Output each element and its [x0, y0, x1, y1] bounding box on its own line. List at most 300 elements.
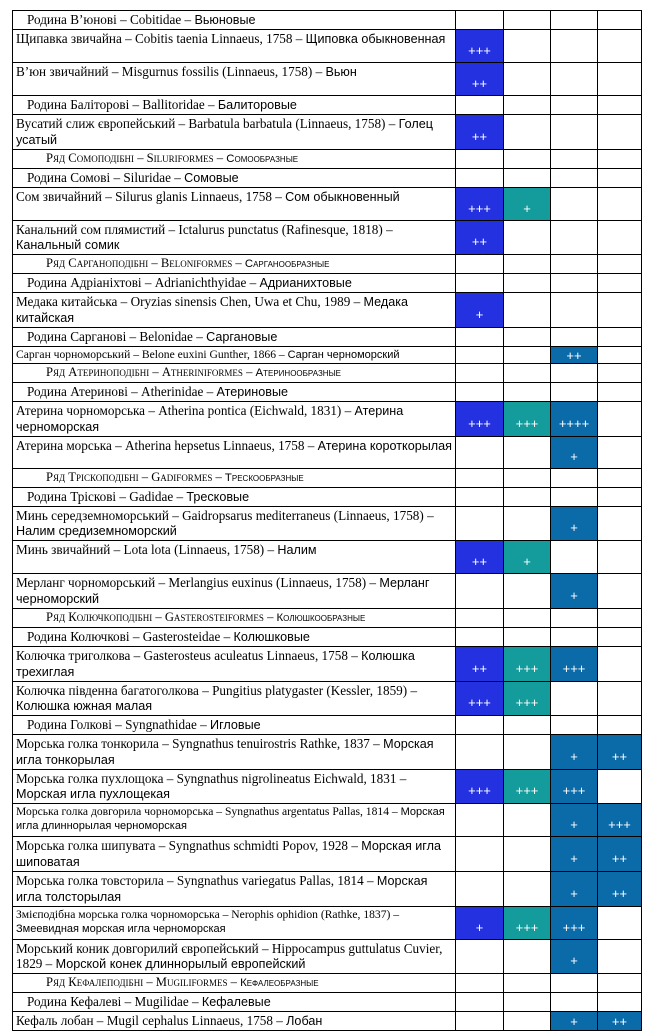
abundance-cell-1 — [456, 364, 504, 383]
russian-name: Змеевидная морская игла черноморская — [16, 923, 226, 935]
abundance-cell-4 — [598, 383, 642, 402]
species-row — [13, 682, 642, 716]
abundance-cell-2 — [504, 328, 551, 347]
abundance-cell-3 — [551, 30, 598, 63]
russian-name: Тресковые — [186, 490, 250, 504]
abundance-cell-2 — [504, 974, 551, 993]
taxon-name-cell — [13, 383, 456, 402]
taxon-name-cell — [13, 115, 456, 150]
abundance-value: +++ — [468, 200, 491, 216]
russian-name: Щиповка обыкновенная — [305, 32, 446, 46]
abundance-cell-3 — [551, 221, 598, 255]
taxon-name: Колючка південна багатоголкова – Pungitius platygaster (Kessler, 1859) – — [16, 683, 418, 698]
taxon-name: Родина Колючкові – Gasterosteidae – — [27, 629, 234, 644]
abundance-value: +++ — [468, 783, 491, 798]
abundance-cell-1 — [456, 804, 504, 837]
taxon-name: Минь звичайний – Lota lota (Linnaeus, 1758) – — [16, 542, 278, 557]
abundance-cell-3 — [551, 974, 598, 993]
family-row — [13, 716, 642, 735]
abundance-value: + — [570, 885, 578, 901]
russian-name: Сарган черноморский — [287, 349, 400, 361]
abundance-cell-4 — [598, 437, 642, 469]
abundance-cell-2 — [504, 402, 551, 437]
abundance-cell-3 — [551, 716, 598, 735]
taxon-name: Морський коник довгорилий європейський – Hippocampus guttulatus Cuvier, 1829 – — [16, 941, 443, 971]
taxon-name-cell — [13, 837, 456, 872]
abundance-cell-1 — [456, 735, 504, 770]
abundance-cell-3 — [551, 383, 598, 402]
russian-name: Налим средиземноморский — [16, 524, 177, 538]
taxon-name-cell — [13, 30, 456, 63]
abundance-cell-1 — [456, 628, 504, 647]
taxon-name-cell — [13, 872, 456, 907]
abundance-cell-2 — [504, 96, 551, 115]
abundance-cell-2 — [504, 221, 551, 255]
russian-name: Морская игла толсторылая — [16, 874, 428, 904]
family-row — [13, 328, 642, 347]
species-row — [13, 1012, 642, 1031]
russian-name: Сомовые — [184, 171, 239, 185]
abundance-cell-3 — [551, 837, 598, 872]
abundance-cell-1 — [456, 770, 504, 804]
abundance-cell-3 — [551, 574, 598, 609]
abundance-cell-3 — [551, 647, 598, 682]
russian-name: Сом обыкновенный — [285, 190, 400, 204]
abundance-cell-2 — [504, 682, 551, 716]
abundance-cell-4 — [598, 770, 642, 804]
abundance-cell-2 — [504, 541, 551, 574]
russian-name: Трескообразные — [224, 472, 304, 484]
family-row — [13, 274, 642, 293]
abundance-cell-2 — [504, 1012, 551, 1031]
russian-name: Колюшка южная малая — [16, 699, 153, 713]
russian-name: Морская игла тонкорылая — [16, 737, 434, 767]
abundance-cell-3 — [551, 541, 598, 574]
abundance-cell-4 — [598, 364, 642, 383]
abundance-cell-2 — [504, 274, 551, 293]
abundance-cell-3 — [551, 96, 598, 115]
abundance-value: + — [475, 919, 484, 935]
taxon-name: Морська голка товсторила – Syngnathus variegatus Pallas, 1814 – — [16, 873, 377, 888]
taxon-name: Ряд Тріскоподібні – Gadiformes – — [46, 470, 225, 484]
abundance-value: +++ — [515, 415, 539, 431]
abundance-cell-4 — [598, 188, 642, 221]
abundance-cell-4 — [598, 993, 642, 1012]
abundance-cell-4 — [598, 716, 642, 735]
species-row — [13, 30, 642, 63]
taxon-name: Змієподібна морська голка чорноморська – Nerophis ophidion (Rathke, 1837) – — [16, 908, 400, 921]
species-row — [13, 907, 642, 940]
abundance-cell-1 — [456, 30, 504, 63]
species-row — [13, 574, 642, 609]
abundance-cell-1 — [456, 507, 504, 541]
abundance-cell-1 — [456, 63, 504, 96]
abundance-value: + — [570, 587, 578, 603]
abundance-value: + — [570, 520, 578, 535]
abundance-cell-2 — [504, 115, 551, 150]
taxon-name: Колючка триголкова – Gasterosteus aculeatus Linnaeus, 1758 – — [16, 648, 362, 663]
abundance-cell-4 — [598, 347, 642, 364]
taxon-name: Ряд Колючкоподібні – Gasterosteiformes – — [46, 610, 277, 624]
russian-name: Морская игла пухлощекая — [16, 787, 170, 801]
abundance-cell-3 — [551, 907, 598, 940]
abundance-value: ++ — [611, 748, 628, 764]
abundance-cell-4 — [598, 507, 642, 541]
order-row — [13, 469, 642, 488]
abundance-value: +++ — [562, 783, 586, 798]
species-row — [13, 541, 642, 574]
russian-name: Кефалеобразные — [240, 977, 319, 989]
abundance-cell-1 — [456, 221, 504, 255]
order-row — [13, 150, 642, 169]
abundance-cell-3 — [551, 115, 598, 150]
abundance-cell-2 — [504, 872, 551, 907]
abundance-cell-3 — [551, 940, 598, 974]
family-row — [13, 993, 642, 1012]
abundance-cell-2 — [504, 993, 551, 1012]
abundance-value: ++ — [611, 1013, 628, 1029]
abundance-cell-2 — [504, 293, 551, 328]
abundance-cell-4 — [598, 609, 642, 628]
species-row — [13, 872, 642, 907]
taxon-name: Родина Баліторові – Ballitoridae – — [27, 97, 218, 112]
abundance-cell-2 — [504, 647, 551, 682]
abundance-cell-4 — [598, 804, 642, 837]
family-row — [13, 169, 642, 188]
abundance-cell-3 — [551, 255, 598, 274]
abundance-cell-3 — [551, 507, 598, 541]
taxon-name: Родина Сарганові – Belonidae – — [27, 329, 207, 344]
species-table — [12, 10, 642, 1031]
abundance-cell-4 — [598, 837, 642, 872]
taxon-name-cell — [13, 804, 456, 837]
order-row — [13, 609, 642, 628]
species-row — [13, 507, 642, 541]
abundance-cell-1 — [456, 115, 504, 150]
taxon-name: В’юн звичайний – Misgurnus fossilis (Linnaeus, 1758) – — [16, 64, 326, 79]
taxon-name-cell — [13, 488, 456, 507]
species-row — [13, 647, 642, 682]
abundance-cell-3 — [551, 169, 598, 188]
abundance-cell-1 — [456, 255, 504, 274]
abundance-cell-2 — [504, 804, 551, 837]
taxon-name-cell — [13, 993, 456, 1012]
species-row — [13, 804, 642, 837]
abundance-cell-1 — [456, 488, 504, 507]
abundance-cell-4 — [598, 574, 642, 609]
russian-name: Адрианихтовые — [259, 276, 352, 290]
abundance-cell-2 — [504, 437, 551, 469]
abundance-cell-2 — [504, 150, 551, 169]
russian-name: Кефалевые — [201, 995, 271, 1009]
family-row — [13, 11, 642, 30]
taxon-name-cell — [13, 169, 456, 188]
abundance-cell-3 — [551, 628, 598, 647]
abundance-cell-2 — [504, 574, 551, 609]
abundance-cell-2 — [504, 188, 551, 221]
abundance-cell-1 — [456, 682, 504, 716]
abundance-cell-3 — [551, 609, 598, 628]
species-row — [13, 402, 642, 437]
taxon-name: Морська голка довгорила чорноморська – Syngnathus argentatus Pallas, 1814 – — [16, 805, 401, 818]
abundance-cell-3 — [551, 274, 598, 293]
abundance-value: +++ — [515, 783, 539, 798]
taxon-name-cell — [13, 328, 456, 347]
taxon-name: Ряд Сомоподібні – Siluriformes – — [46, 151, 227, 165]
russian-name: Морская игла шиповатая — [16, 839, 441, 869]
russian-name: Балиторовые — [217, 98, 297, 112]
abundance-cell-4 — [598, 647, 642, 682]
species-row — [13, 837, 642, 872]
abundance-cell-4 — [598, 11, 642, 30]
russian-name: Атерина короткорылая — [317, 439, 452, 453]
taxon-name: Родина Сомові – Siluridae – — [27, 170, 185, 185]
abundance-cell-4 — [598, 469, 642, 488]
taxon-name: Морська голка пухлощока – Syngnathus nigrolineatus Eichwald, 1831 – — [16, 771, 407, 786]
russian-name: Налим — [277, 543, 317, 557]
abundance-value: ++ — [471, 75, 488, 91]
abundance-cell-4 — [598, 221, 642, 255]
taxon-name: Щипавка звичайна – Cobitis taenia Linnaeus, 1758 – — [16, 31, 306, 46]
abundance-cell-3 — [551, 188, 598, 221]
abundance-cell-3 — [551, 682, 598, 716]
abundance-value: +++ — [468, 695, 491, 710]
russian-name: Лобан — [286, 1014, 323, 1028]
abundance-cell-2 — [504, 63, 551, 96]
abundance-cell-1 — [456, 940, 504, 974]
abundance-cell-4 — [598, 974, 642, 993]
abundance-cell-4 — [598, 907, 642, 940]
abundance-value: +++ — [468, 415, 491, 431]
russian-name: Колюшкообразные — [276, 612, 366, 624]
abundance-cell-4 — [598, 169, 642, 188]
taxon-name-cell — [13, 1012, 456, 1031]
taxon-name: Родина Атеринові – Atherinidae – — [27, 384, 217, 399]
abundance-cell-2 — [504, 364, 551, 383]
taxon-name-cell — [13, 11, 456, 30]
abundance-value: +++ — [515, 695, 539, 710]
abundance-cell-4 — [598, 735, 642, 770]
taxon-name: Вусатий слиж європейський – Barbatula barbatula (Linnaeus, 1758) – — [16, 116, 399, 131]
russian-name: Сарганообразные — [244, 258, 330, 270]
taxon-name-cell — [13, 63, 456, 96]
taxon-name-cell — [13, 647, 456, 682]
abundance-value: +++ — [515, 660, 539, 676]
taxon-name: Атерина морська – Atherina hepsetus Linnaeus, 1758 – — [16, 438, 318, 453]
abundance-cell-1 — [456, 293, 504, 328]
abundance-cell-1 — [456, 150, 504, 169]
taxon-name-cell — [13, 609, 456, 628]
species-row — [13, 221, 642, 255]
abundance-cell-2 — [504, 837, 551, 872]
abundance-cell-1 — [456, 647, 504, 682]
abundance-cell-4 — [598, 293, 642, 328]
abundance-cell-1 — [456, 609, 504, 628]
abundance-cell-1 — [456, 974, 504, 993]
taxon-name-cell — [13, 628, 456, 647]
abundance-cell-3 — [551, 293, 598, 328]
species-row — [13, 115, 642, 150]
taxon-name: Медака китайська – Oryzias sinensis Chen, Uwa et Chu, 1989 – — [16, 294, 364, 309]
russian-name: Атериновые — [216, 385, 288, 399]
abundance-value: +++ — [608, 816, 631, 832]
abundance-cell-1 — [456, 188, 504, 221]
russian-name: Сомообразные — [226, 153, 299, 165]
abundance-cell-4 — [598, 150, 642, 169]
taxon-name-cell — [13, 364, 456, 383]
taxon-name-cell — [13, 974, 456, 993]
taxon-name-cell — [13, 150, 456, 169]
abundance-cell-3 — [551, 469, 598, 488]
species-row — [13, 63, 642, 96]
taxon-name: Ряд Атериноподібні – Atheriniformes – — [46, 365, 256, 379]
abundance-cell-1 — [456, 541, 504, 574]
taxon-name-cell — [13, 770, 456, 804]
abundance-value: +++ — [515, 919, 539, 935]
abundance-value: + — [570, 748, 578, 764]
abundance-value: + — [570, 953, 578, 968]
taxon-name: Канальний сом плямистий – Ictalurus punctatus (Rafinesque, 1818) – — [16, 222, 393, 237]
abundance-cell-2 — [504, 255, 551, 274]
taxon-name-cell — [13, 469, 456, 488]
abundance-value: ++ — [471, 234, 488, 249]
russian-name: Вьюновые — [194, 13, 256, 27]
abundance-cell-4 — [598, 541, 642, 574]
russian-name: Вьюн — [325, 65, 357, 79]
abundance-cell-4 — [598, 1012, 642, 1031]
abundance-value: ++++ — [558, 415, 590, 431]
abundance-cell-1 — [456, 402, 504, 437]
russian-name: Канальный сомик — [16, 238, 120, 252]
abundance-value: ++ — [566, 347, 582, 363]
taxon-name-cell — [13, 541, 456, 574]
abundance-value: +++ — [562, 660, 586, 676]
abundance-value: ++ — [471, 660, 488, 676]
russian-name: Колюшковые — [233, 630, 310, 644]
species-row — [13, 735, 642, 770]
taxon-name: Атерина чорноморська – Atherina pontica (Eichwald, 1831) – — [16, 403, 355, 418]
russian-name: Саргановые — [206, 330, 278, 344]
russian-name: Медака китайская — [16, 295, 409, 325]
abundance-cell-3 — [551, 488, 598, 507]
taxon-name: Родина В’юнові – Cobitidae – — [27, 12, 195, 27]
abundance-value: + — [570, 449, 578, 464]
species-row — [13, 437, 642, 469]
abundance-cell-4 — [598, 30, 642, 63]
russian-name: Колюшка трехиглая — [16, 649, 415, 679]
abundance-value: +++ — [468, 42, 491, 58]
family-row — [13, 628, 642, 647]
abundance-cell-3 — [551, 328, 598, 347]
abundance-cell-1 — [456, 469, 504, 488]
species-row — [13, 188, 642, 221]
russian-name: Атерина черноморская — [16, 404, 404, 434]
abundance-cell-2 — [504, 383, 551, 402]
abundance-value: ++ — [611, 885, 628, 901]
abundance-cell-1 — [456, 383, 504, 402]
order-row — [13, 364, 642, 383]
taxon-name-cell — [13, 735, 456, 770]
abundance-cell-2 — [504, 30, 551, 63]
abundance-cell-4 — [598, 402, 642, 437]
russian-name: Морская игла длиннорылая черноморская — [16, 806, 445, 832]
taxon-name-cell — [13, 907, 456, 940]
taxon-name-cell — [13, 221, 456, 255]
taxon-name-cell — [13, 716, 456, 735]
abundance-cell-4 — [598, 63, 642, 96]
order-row — [13, 974, 642, 993]
taxon-name: Родина Голкові – Syngnathidae – — [27, 717, 211, 732]
abundance-cell-4 — [598, 274, 642, 293]
taxon-name: Морська голка шипувата – Syngnathus schmidti Popov, 1928 – — [16, 838, 362, 853]
taxon-name-cell — [13, 293, 456, 328]
abundance-value: + — [523, 200, 531, 216]
abundance-cell-2 — [504, 169, 551, 188]
abundance-cell-1 — [456, 11, 504, 30]
taxon-name-cell — [13, 507, 456, 541]
abundance-cell-1 — [456, 274, 504, 293]
russian-name: Морской конек длиннорылый европейский — [55, 957, 306, 971]
abundance-cell-3 — [551, 437, 598, 469]
species-row — [13, 293, 642, 328]
abundance-cell-3 — [551, 1012, 598, 1031]
taxon-name: Родина Кефалеві – Mugilidae – — [27, 994, 202, 1009]
taxon-name: Минь середземноморський – Gaidropsarus mediterraneus (Linnaeus, 1758) – — [16, 508, 434, 523]
abundance-value: + — [475, 306, 484, 322]
abundance-cell-2 — [504, 347, 551, 364]
abundance-cell-1 — [456, 437, 504, 469]
abundance-cell-4 — [598, 255, 642, 274]
abundance-cell-1 — [456, 872, 504, 907]
abundance-cell-2 — [504, 507, 551, 541]
abundance-cell-4 — [598, 940, 642, 974]
abundance-cell-1 — [456, 96, 504, 115]
abundance-value: + — [523, 553, 531, 569]
abundance-value: + — [570, 1013, 578, 1029]
family-row — [13, 488, 642, 507]
abundance-cell-4 — [598, 96, 642, 115]
family-row — [13, 96, 642, 115]
abundance-cell-1 — [456, 837, 504, 872]
abundance-cell-1 — [456, 907, 504, 940]
abundance-cell-1 — [456, 993, 504, 1012]
abundance-cell-2 — [504, 488, 551, 507]
abundance-cell-1 — [456, 1012, 504, 1031]
abundance-cell-1 — [456, 328, 504, 347]
abundance-cell-2 — [504, 609, 551, 628]
russian-name: Игловые — [210, 718, 261, 732]
abundance-cell-4 — [598, 115, 642, 150]
species-row — [13, 940, 642, 974]
species-row — [13, 770, 642, 804]
abundance-cell-3 — [551, 402, 598, 437]
abundance-value: +++ — [562, 919, 586, 935]
abundance-cell-3 — [551, 11, 598, 30]
abundance-cell-3 — [551, 872, 598, 907]
abundance-cell-3 — [551, 770, 598, 804]
abundance-cell-4 — [598, 682, 642, 716]
abundance-value: ++ — [471, 128, 488, 144]
abundance-value: + — [570, 850, 578, 866]
russian-name: Голец усатый — [16, 117, 433, 147]
abundance-cell-3 — [551, 63, 598, 96]
taxon-name-cell — [13, 940, 456, 974]
taxon-name: Кефаль лобан – Mugil cephalus Linnaeus, 1758 – — [16, 1013, 287, 1028]
abundance-cell-1 — [456, 347, 504, 364]
abundance-value: ++ — [611, 850, 628, 866]
russian-name: Атеринообразные — [255, 367, 341, 379]
abundance-cell-2 — [504, 770, 551, 804]
